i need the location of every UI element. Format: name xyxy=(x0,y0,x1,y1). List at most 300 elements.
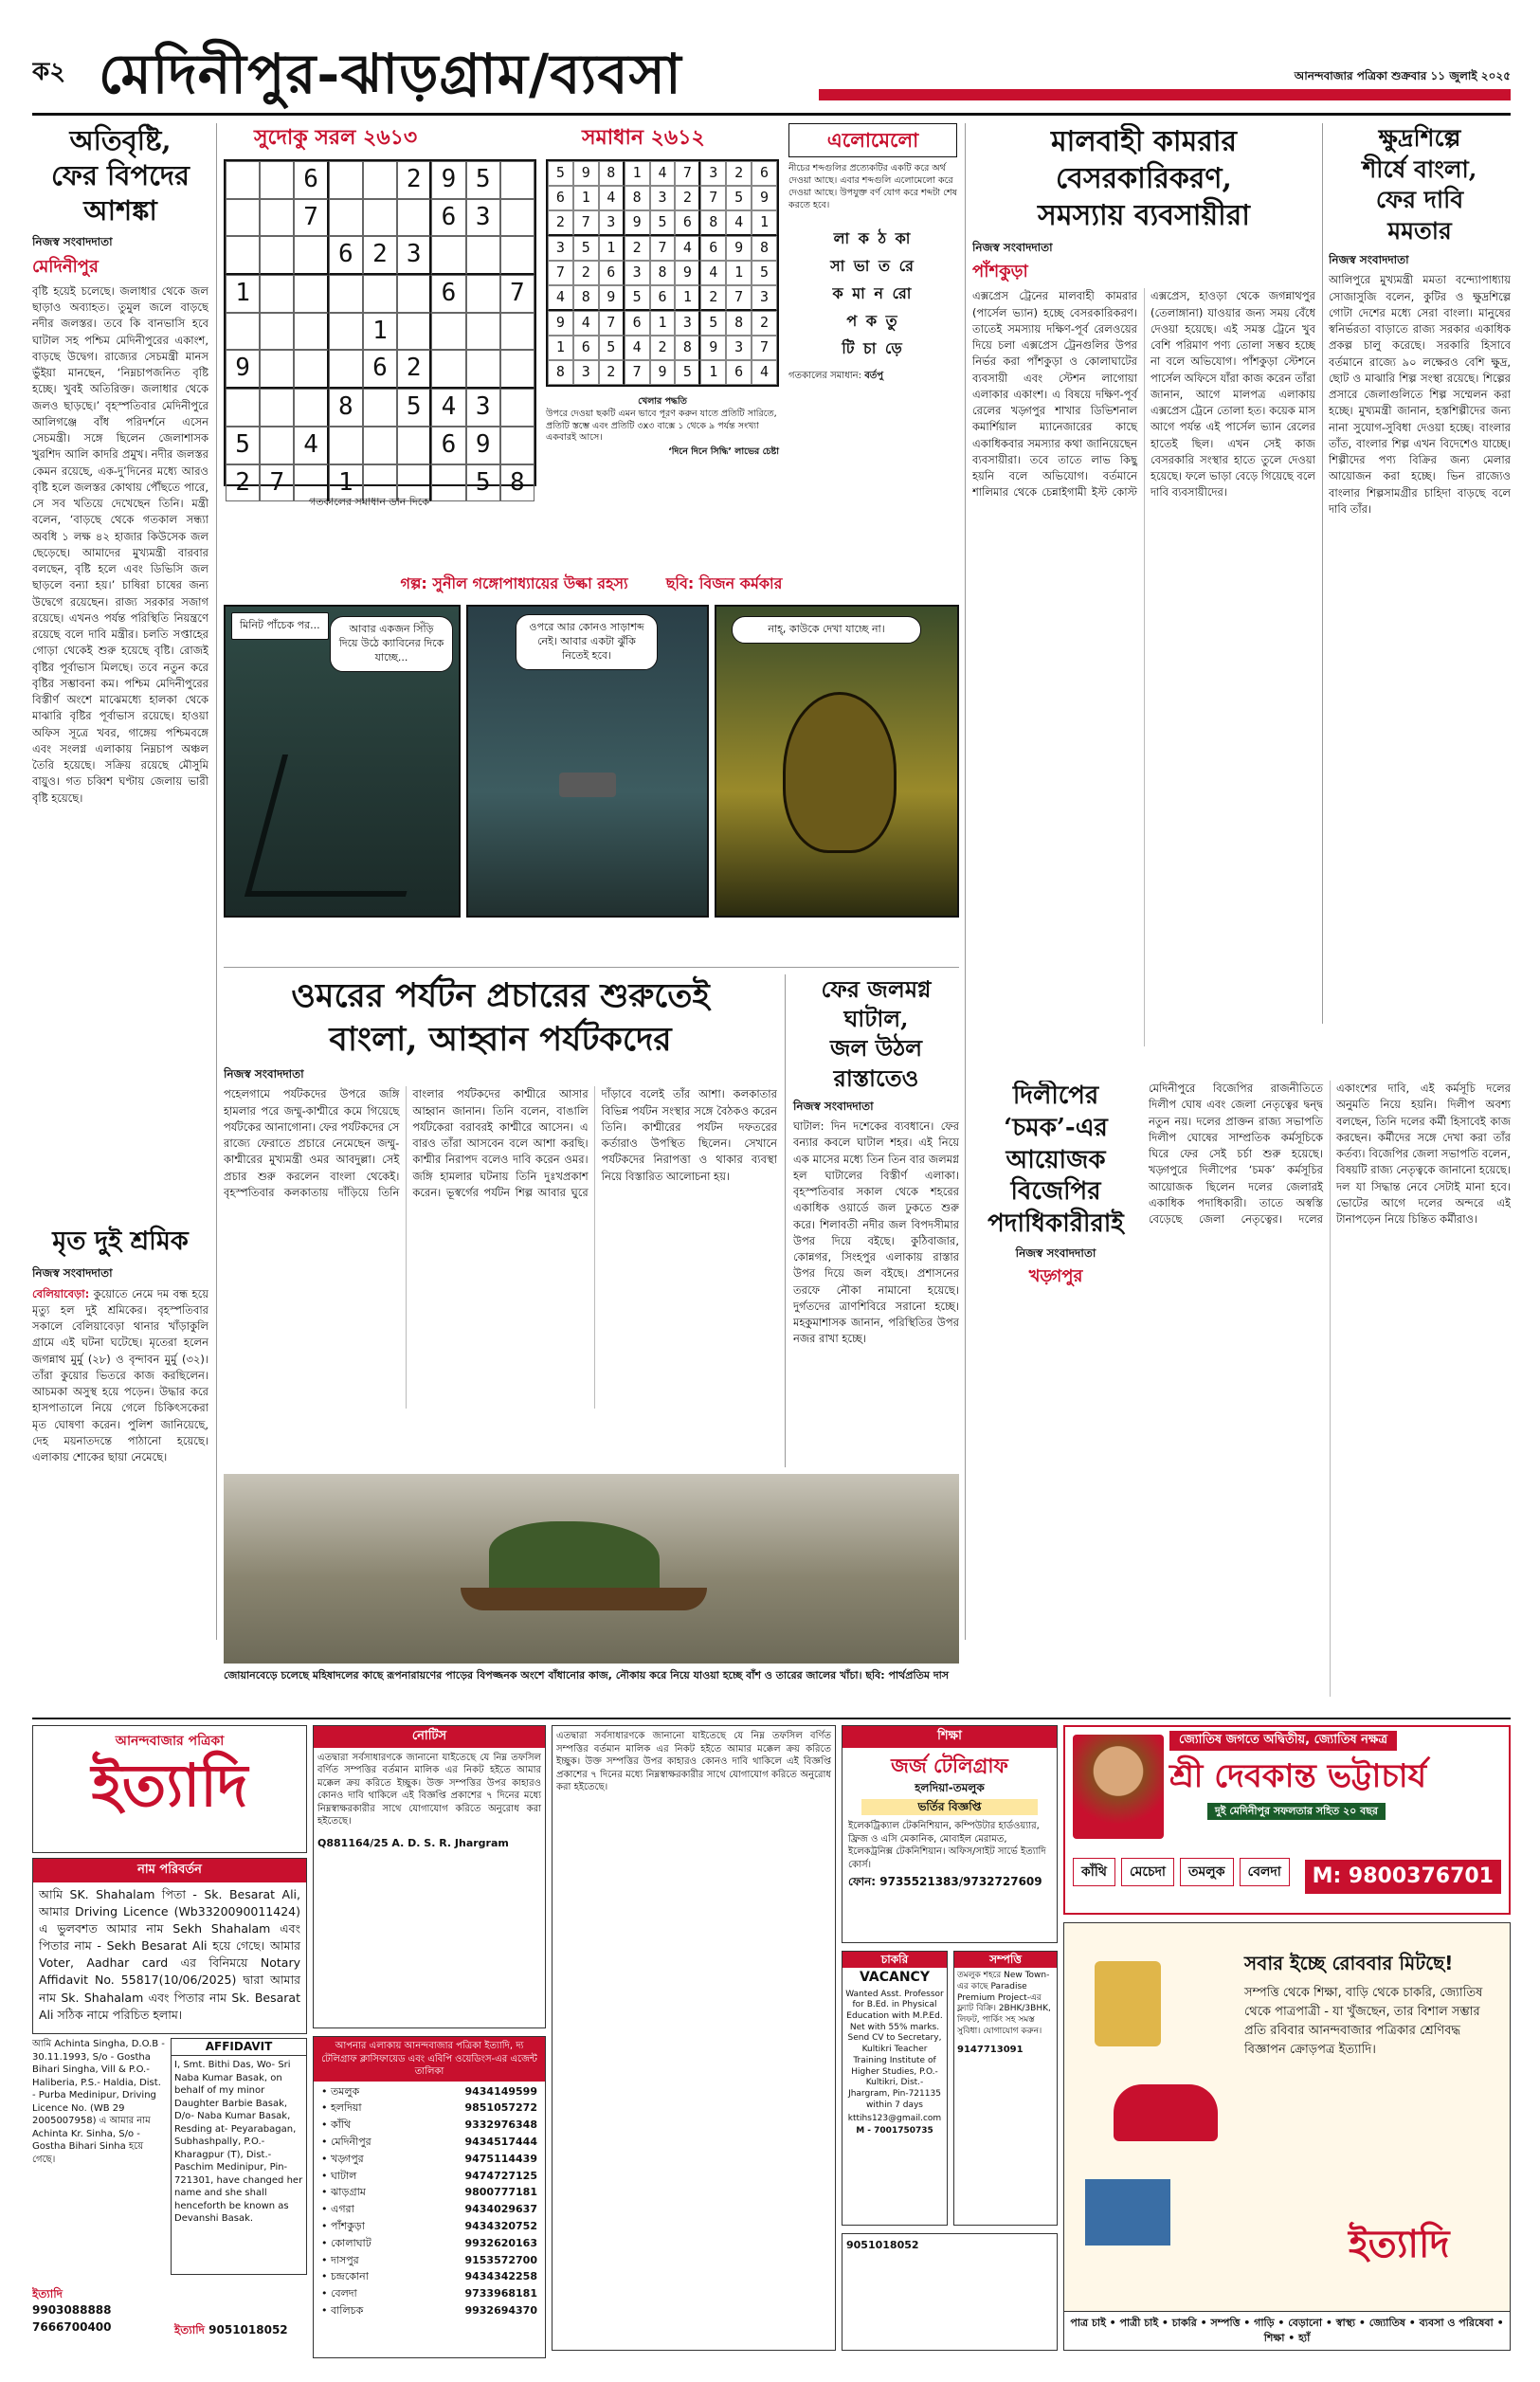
sudoku-solution-cell: 8 xyxy=(726,311,752,336)
sudoku-solution-cell: 6 xyxy=(599,261,625,285)
tourism-body: পহেলগামে পর্যটকদের উপরে জঙ্গি হামলার পরে জম্মু-কাশ্মীরে কমে গিয়েছে পর্যটকের আনাগোনা। ফের পর্যটকদের সে রাজ্যে ফেরাতে প্রচারে নেমেছেন জম্মু-কাশ্মীরের মুখ্যমন্ত্রী ওমর আবদুল্লা। সেই প্রচার শুরু করলেন বাংলা থেকেই। বৃহস্পতিবার কলকাতায় দাঁড়িয়ে তিনি বাংলার পর্যটকদের কাশ্মীরে আসার আহ্বান জানান। তিনি বলেন, বাঙালি পর্যটকেরা বরাবরই কাশ্মীরে আসেন। এ বারও তাঁরা আসবেন বলে আশা করছি। কাশ্মীর নিরাপদ বলেও দাবি করেন ওমর। জঙ্গি হামলার ঘটনায় তিনি দুঃখপ্রকাশ করেন। ভূস্বর্গের পর্যটন শিল্প আবার ঘুরে দাঁড়াবে বলেই তাঁর আশা। কলকাতার বিভিন্ন পর্যটন সংস্থার সঙ্গে বৈঠকও করেন তিনি। কাশ্মীরের পর্যটন দফতরের কর্তারাও উপস্থিত ছিলেন। সেখানে পর্যটকদের নিরাপত্তা ও থাকার ব্যবস্থা নিয়ে বিস্তারিত আলোচনা হয়। xyxy=(224,1087,777,1199)
sudoku-solution-grid xyxy=(546,159,779,387)
sudoku-solution-cell: 4 xyxy=(700,261,726,285)
sudoku-solution-cell: 8 xyxy=(573,285,599,311)
name-change-body: আমি SK. Shahalam পিতা - Sk. Besarat Ali, আমার Driving Licence (Wb3320090011424) এ ভুলবশত আমার নাম Sekh Shahalam এবং পিতার নাম - Sekh Besarat Ali হয়ে গেছে। আমার Voter, Aadhar card এর বিনিময়ে Notary Affidavit No. 55817(10/06/2025) দ্বারা আমার নাম Sk. Shahalam এবং পিতার নাম Sk. Besarat Ali সঠিক নামে পরিচিত হলাম। xyxy=(39,1886,300,2022)
sudoku-solution-cell: 4 xyxy=(625,336,650,360)
sudoku-solution-cell: 1 xyxy=(700,360,726,385)
agent-phone: 9434517444 xyxy=(464,2135,537,2148)
dilip-place: খড়্গপুর xyxy=(1028,1265,1083,1286)
sudoku-cell[interactable] xyxy=(397,199,431,237)
sudoku-solution-cell: 2 xyxy=(573,261,599,285)
agent-row xyxy=(321,2117,537,2134)
ghatal-byline: নিজস্ব সংবাদদাতা xyxy=(793,1099,874,1113)
jumble-clue: প ক তু xyxy=(846,312,899,331)
sudoku-solution-cell: 5 xyxy=(548,161,573,186)
sudoku-cell[interactable] xyxy=(466,236,500,275)
comic-bubble-4: নাহ্‌, কাউকে দেখা যাচ্ছে না। xyxy=(732,616,921,644)
paper-date: আনন্দবাজার পত্রিকা শুক্রবার ১১ জুলাই ২০২৫ xyxy=(1294,69,1511,82)
sudoku-cell[interactable]: 6 xyxy=(294,161,328,199)
property-title: সম্পত্তি xyxy=(954,1952,1057,1968)
sudoku-solution-cell: 1 xyxy=(625,161,650,186)
vacancy-body: Wanted Asst. Professor for B.Ed. in Physical Education with M.P.Ed. Net with 55% marks. Send CV to Secretary, Kultikri Teacher Training Institute of Higher Studies, P.O.- Kultikri, Dist.- Jhargram, Pin-721135 within 7 days xyxy=(845,1989,944,2110)
sudoku-cell[interactable]: 7 xyxy=(500,275,534,313)
notice-title: নোটিস xyxy=(314,1726,545,1748)
astro-place: মেচেদা xyxy=(1121,1858,1174,1886)
sudoku-solution-cell: 6 xyxy=(675,210,700,236)
sudoku-footnote: ‘দিনে দিনে সিদ্ধি’ লাভের চেষ্টা xyxy=(668,446,779,458)
sudoku-cell[interactable] xyxy=(260,199,294,237)
name-change-ad xyxy=(32,1858,307,2034)
sudoku-solution-cell: 5 xyxy=(752,261,777,285)
sudoku-cell[interactable]: 2 xyxy=(226,464,260,502)
ityadi-promo-ad xyxy=(1063,1922,1511,2351)
sudoku-cell[interactable] xyxy=(226,161,260,199)
agent-phone: 9474727125 xyxy=(464,2169,537,2182)
sudoku-cell[interactable] xyxy=(260,236,294,275)
agent-phone: 9733968181 xyxy=(464,2287,537,2300)
sudoku-cell[interactable] xyxy=(260,161,294,199)
sudoku-solution-cell: 9 xyxy=(548,311,573,336)
agent-phone: 9475114439 xyxy=(464,2152,537,2165)
agent-place: • খড়্গপুর xyxy=(321,2152,364,2165)
sudoku-cell[interactable] xyxy=(294,389,328,427)
sudoku-cell[interactable]: 2 xyxy=(363,236,397,275)
sudoku-solution-cell: 2 xyxy=(650,336,676,360)
masthead-red-bar xyxy=(819,89,1511,100)
sudoku-cell[interactable] xyxy=(500,161,534,199)
sudoku-cell[interactable]: 6 xyxy=(431,275,465,313)
agent-row xyxy=(321,2252,537,2269)
agent-phone: 9332976348 xyxy=(464,2118,537,2132)
property-body: তমলুক শহরে New Town-এর কাছে Paradise Premium Project-এর ফ্ল্যাট বিক্রি। 2BHK/3BHK, লিফট, পার্কিং সহ সমস্ত সুবিধা। যোগাযোগ করুন। xyxy=(957,1971,1051,2036)
sudoku-cell[interactable]: 9 xyxy=(431,161,465,199)
vacancy-ad xyxy=(842,1951,948,2226)
story-crafts xyxy=(1329,123,1511,1024)
crafts-body: আলিপুরে মুখ্যমন্ত্রী মমতা বন্দ্যোপাধ্যায় সোজাসুজি বলেন, কুটির ও ক্ষুদ্রশিল্পে গোটা দেশের মধ্যে সেরা বাংলা। মানুষের স্বনির্ভরতা বাড়াতে রাজ্য সরকার একাধিক প্রকল্প চালু করেছে। সরকারি হিসাবে বর্তমানে রাজ্যে ৯০ লক্ষেরও বেশি ক্ষুদ্র, ছোট ও মাঝারি শিল্প সংস্থা রয়েছে। শিল্পের প্রসারে জেলাগুলিতে শিল্প সম্মেলন করা হচ্ছে। মুখ্যমন্ত্রী জানান, হস্তশিল্পীদের জন্য নানা সুযোগ-সুবিধা দেওয়া হচ্ছে। বাংলার তাঁত, বাংলার শিল্প এখন বিদেশেও যাচ্ছে। শিল্পীদের পণ্য বিক্রির জন্য মেলার আয়োজন করা হচ্ছে। ভিন রাজ্যেও বাংলার শিল্পসামগ্রীর চাহিদা বাড়ছে বলে দাবি তাঁর। xyxy=(1329,273,1511,516)
sudoku-caption: গতকালের সমাধান ডান দিকে xyxy=(309,496,429,508)
notice-body: এতদ্বারা সর্বসাধারণকে জানানো যাইতেছে যে নিম্ন তফসিল বর্ণিত সম্পত্তির বর্তমান মালিক এর নিকট হইতে আমার মক্কেল ক্রয় করিতে ইচ্ছুক। উক্ত সম্পত্তির উপর কাহারও কোনও দাবি থাকিলে এই বিজ্ঞপ্তি প্রকাশের ৭ দিনের মধ্যে নিম্নস্বাক্ষরকারীর সাথে যোগাযোগ করিতে অনুরোধ করা হইতেছে। xyxy=(317,1752,541,1827)
workers-body: কুয়োতে নেমে দম বন্ধ হয়ে মৃত্যু হল দুই শ্রমিকের। বৃহস্পতিবার সকালে বেলিয়াবেড়া থানার খাঁড়াকুলি গ্রামে এই ঘটনা ঘটেছে। মৃতেরা হলেন জগন্নাথ মুর্মু (২৮) ও বৃন্দাবন মুর্মু (৩২)। তাঁরা কুয়োর ভিতরে কাজ করছিলেন। আচমকা অসুস্থ হয়ে পড়েন। উদ্ধার করে হাসপাতালে নিয়ে গেলে চিকিৎসকেরা মৃত ঘোষণা করেন। পুলিশ জানিয়েছে, দেহ ময়নাতদন্তে পাঠানো হয়েছে। এলাকায় শোকের ছায়া নেমেছে। xyxy=(32,1286,208,1464)
sudoku-solution-cell: 2 xyxy=(752,311,777,336)
sudoku-solution-cell: 8 xyxy=(675,336,700,360)
malbahi-headline-2: বেসরকারিকরণ, xyxy=(1055,162,1233,195)
vacancy-phone: M - 7001750735 xyxy=(856,2126,933,2137)
sudoku-cell[interactable]: 8 xyxy=(500,464,534,502)
sudoku-cell[interactable] xyxy=(226,236,260,275)
sudoku-solution-cell: 8 xyxy=(599,161,625,186)
malbahi-body: এক্সপ্রেস ট্রেনের মালবাহী কামরার (পার্সেল ভ্যান) হচ্ছে বেসরকারিকরণ। তাতেই সমস্যায় দক্ষিণ-পূর্ব রেলওয়ের দিয়ে চলা এক্সপ্রেস ট্রেনগুলির উপর নির্ভর করা পাঁশকুড়া ও কোলাঘাটের ব্যবসায়ী এবং স্টেশন লাগোয়া এলাকার একাংশ। এ বিষয়ে দক্ষিণ-পূর্ব রেলের খড়্গপুর শাখার ডিভিশনাল কমার্শিয়াল ম্যানেজারের কাছে একাধিকবার সমস্যার কথা জানিয়েছেন ব্যবসায়ীরা। তবে তাতে লাভ কিছু হয়নি বলে অভিযোগ। বর্তমানে শালিমার থেকে চেন্নাইগামী ইস্ট কোস্ট এক্সপ্রেস, হাওড়া থেকে জগন্নাথপুর (তেলাঙ্গানা) যাওয়ার জন্য সময় বেঁধে দেওয়া হয়েছে। এই সমস্ত ট্রেনে খুব বেশি পরিমাণ পণ্য তোলা সম্ভব হচ্ছে না বলে অভিযোগ। পাঁশকুড়া স্টেশনে পার্সেল অফিসে যাঁরা কাজ করেন তাঁরা জানান, আগে মালপত্র এলাকায় এক্সপ্রেস ট্রেনে তোলা হত। কয়েক মাস আগে পর্যন্ত এই পার্সেল ভ্যান রেলের হাতেই ছিল। এখন সেই কাজ বেসরকারি সংস্থার হাতে তুলে দেওয়া হয়েছে। ফলে ভাড়া বেড়ে গিয়েছে বলে দাবি ব্যবসায়ীদের। xyxy=(972,289,1315,500)
dilip-byline: নিজস্ব সংবাদদাতা xyxy=(1015,1246,1096,1260)
jumble-clues xyxy=(788,227,957,360)
sudoku-solution-cell: 7 xyxy=(700,186,726,210)
property-ad xyxy=(953,1951,1058,2226)
sudoku-cell[interactable]: 3 xyxy=(397,236,431,275)
telegraph-title: জর্জ টেলিগ্রাফ xyxy=(891,1754,1008,1777)
ityadi-logo: ইত্যাদি xyxy=(91,1751,248,1821)
sudoku-cell[interactable] xyxy=(329,275,363,313)
sudoku-solution-cell: 4 xyxy=(599,186,625,210)
notice-ref: Q881164/25 A. D. S. R. Jhargram xyxy=(317,1836,509,1849)
sudoku-solution-cell: 9 xyxy=(700,336,726,360)
sudoku-cell[interactable] xyxy=(294,350,328,389)
malbahi-headline-3: সমস্যায় ব্যবসায়ীরা xyxy=(1038,199,1250,232)
agent-phone: 9434320752 xyxy=(464,2220,537,2232)
agents-list xyxy=(313,2036,546,2358)
rain-place: মেদিনীপুর xyxy=(32,256,99,277)
agent-row xyxy=(321,2235,537,2252)
sudoku-cell[interactable] xyxy=(329,350,363,389)
affidavit-title: AFFIDAVIT xyxy=(172,2039,306,2056)
sudoku-solution-cell: 9 xyxy=(726,236,752,261)
ad-phone-1: 9903088888 xyxy=(32,2303,112,2318)
sudoku-solution-cell: 1 xyxy=(573,186,599,210)
sudoku-solution-cell: 3 xyxy=(548,236,573,261)
legal-ad-body: এতদ্বারা সর্বসাধারণকে জানানো যাইতেছে যে নিম্ন তফসিল বর্ণিত সম্পত্তির বর্তমান মালিক এর নিকট হইতে আমার মক্কেল ক্রয় করিতে ইচ্ছুক। উক্ত সম্পত্তির উপর কাহারও কোনও দাবি থাকিলে এই বিজ্ঞপ্তি প্রকাশের ৭ দিনের মধ্যে নিম্নস্বাক্ষরকারীর সাথে যোগাযোগ করিতে অনুরোধ করা হইতেছে। xyxy=(556,1731,831,1792)
sudoku-solution-cell: 8 xyxy=(752,236,777,261)
agent-phone: 9851057272 xyxy=(464,2101,537,2115)
malbahi-place: পাঁশকুড়া xyxy=(972,262,1028,282)
ghatal-headline-3: জল উঠল xyxy=(829,1034,923,1063)
crafts-byline: নিজস্ব সংবাদদাতা xyxy=(1329,253,1409,266)
malbahi-headline-1: মালবাহী কামরার xyxy=(1051,125,1237,158)
sudoku-cell[interactable] xyxy=(260,350,294,389)
agent-phone: 9434149599 xyxy=(464,2084,537,2098)
agent-place: • মেদিনীপুর xyxy=(321,2135,371,2148)
sudoku-cell[interactable] xyxy=(260,389,294,427)
jumble-answer-2: বর্তপু xyxy=(864,370,884,381)
story-workers xyxy=(32,1223,208,1640)
rain-headline-1: অতিবৃষ্টি, xyxy=(69,124,172,156)
rain-headline-3: আশঙ্কা xyxy=(83,194,157,227)
sudoku-solution-cell: 9 xyxy=(675,261,700,285)
sudoku-solution-cell: 9 xyxy=(650,360,676,385)
dilip-headline-2: ‘চমক’-এর xyxy=(1004,1113,1108,1142)
ghatal-body: ঘাটাল: দিন দশেকের ব্যবধানে। ফের বন্যার কবলে ঘাটাল শহর। এই নিয়ে এক মাসের মধ্যে তিন তিন বার জলমগ্ন হল ঘাটালের বিস্তীর্ণ এলাকা। বৃহস্পতিবার সকাল থেকে শহরের একাধিক ওয়ার্ডে জল ঢুকতে শুরু করে। শিলাবতী নদীর জল বিপদসীমার উপর দিয়ে বইছে। কুঠিবাজার, কোন্নগর, সিংহপুর এলাকায় রাস্তার উপর দিয়ে জল বইছে। প্রশাসনের তরফে নৌকা নামানো হয়েছে। দুর্গতদের ত্রাণশিবিরে সরানো হচ্ছে। মহকুমাশাসক জানান, পরিস্থিতির উপর নজর রাখা হচ্ছে। xyxy=(793,1119,959,1346)
page-number: ক২ xyxy=(32,58,66,86)
sudoku-cell[interactable]: 5 xyxy=(397,389,431,427)
sudoku-solution-cell: 7 xyxy=(625,360,650,385)
agent-row xyxy=(321,2168,537,2185)
telegraph-branch: হলদিয়া-তমলুক xyxy=(915,1781,985,1795)
astro-place: তমলুক xyxy=(1180,1858,1234,1886)
agent-place: • তমলুক xyxy=(321,2084,360,2098)
agent-row xyxy=(321,2134,537,2151)
astro-place: কাঁথি xyxy=(1073,1858,1115,1886)
misc-ad-box xyxy=(842,2233,1058,2351)
sudoku-cell[interactable]: 1 xyxy=(226,275,260,313)
jumble-intro: নীচের শব্দগুলির প্রত্যেকটির একটি করে অর্থ দেওয়া আছে। এবার শব্দগুলি এলোমেলো করে দেওয়া আছে। উপযুক্ত বর্ণ যোগ করে শব্দটা শেষ করতে হবে। xyxy=(788,163,957,210)
sudoku-cell[interactable]: 6 xyxy=(431,199,465,237)
astro-phone: M: 9800376701 xyxy=(1305,1860,1501,1894)
ityadi-small-logo-2: ইত্যাদি xyxy=(174,2323,205,2337)
sudoku-cell[interactable] xyxy=(500,236,534,275)
astro-sub: দুই মেদিনীপুর সফলতার সহিত ২০ বছর xyxy=(1207,1803,1386,1820)
sudoku-cell[interactable]: 2 xyxy=(397,350,431,389)
promo-footer: পাত্র চাই • পাত্রী চাই • চাকরি • সম্পত্তি • গাড়ি • বেড়ানো • স্বাস্থ্য • জ্যোতিষ • ব্যবসা ও পরিষেবা • শিক্ষা • হ্যাঁ xyxy=(1064,2311,1510,2350)
sudoku-solution-cell: 4 xyxy=(650,161,676,186)
sudoku-solution-cell: 3 xyxy=(599,210,625,236)
sudoku-solution-cell: 6 xyxy=(726,360,752,385)
agent-place: • বালিচক xyxy=(321,2304,364,2318)
legal-ad xyxy=(552,1725,836,2351)
sudoku-solution-cell: 7 xyxy=(752,336,777,360)
sudoku-cell[interactable] xyxy=(431,236,465,275)
sudoku-cell[interactable] xyxy=(500,427,534,464)
promo-title: সবার ইচ্ছে রোববার মিটছে! xyxy=(1244,1952,1454,1974)
news-photo xyxy=(224,1474,959,1664)
sudoku-cell[interactable]: 4 xyxy=(431,389,465,427)
sudoku-solution-cell: 6 xyxy=(700,236,726,261)
vacancy-email: kttihs123@gmail.com xyxy=(847,2114,942,2124)
sudoku-cell[interactable]: 6 xyxy=(363,350,397,389)
sudoku-cell[interactable] xyxy=(466,275,500,313)
story-rain xyxy=(32,123,208,1204)
ghatal-headline-1: ফের জলমগ্ন xyxy=(821,975,932,1003)
agent-phone: 9153572700 xyxy=(464,2253,537,2266)
sudoku-cell[interactable]: 9 xyxy=(466,427,500,464)
promo-illustration xyxy=(1076,1952,1237,2264)
sudoku-cell[interactable] xyxy=(397,313,431,351)
sudoku-cell[interactable] xyxy=(329,427,363,464)
agent-place: • ঘাটাল xyxy=(321,2169,357,2182)
sudoku-cell[interactable] xyxy=(397,275,431,313)
sudoku-cell[interactable] xyxy=(500,313,534,351)
astro-ad xyxy=(1063,1725,1511,1915)
rain-headline-2: ফের বিপদের xyxy=(51,159,190,192)
sudoku-cell[interactable] xyxy=(500,350,534,389)
sudoku-solution-cell: 4 xyxy=(752,360,777,385)
comic-strip xyxy=(224,569,959,957)
sudoku-cell[interactable] xyxy=(294,275,328,313)
property-phone: 9147713091 xyxy=(957,2044,1024,2055)
sudoku-solution-cell: 3 xyxy=(650,186,676,210)
sudoku-solution-cell: 5 xyxy=(573,236,599,261)
sudoku-solution-cell: 1 xyxy=(548,336,573,360)
dilip-headline-5: পদাধিকারীরাই xyxy=(987,1209,1124,1239)
sudoku-solution-cell: 6 xyxy=(548,186,573,210)
sudoku-cell[interactable]: 7 xyxy=(260,464,294,502)
sudoku-solution-cell: 4 xyxy=(726,210,752,236)
workers-byline: নিজস্ব সংবাদদাতা xyxy=(32,1266,113,1281)
sudoku-rules-box xyxy=(546,396,779,486)
sudoku-solution-cell: 5 xyxy=(625,285,650,311)
sudoku-solution-cell: 7 xyxy=(726,285,752,311)
sudoku-solution-cell: 8 xyxy=(625,186,650,210)
sudoku-solution-cell: 8 xyxy=(700,210,726,236)
sudoku-cell[interactable] xyxy=(226,313,260,351)
sudoku-cell[interactable] xyxy=(363,275,397,313)
story-dilip xyxy=(972,1081,1511,1716)
jumble-title: এলোমেলো xyxy=(788,123,957,157)
sudoku-solution-cell: 3 xyxy=(700,161,726,186)
story-tourism xyxy=(224,974,777,1467)
rain-byline: নিজস্ব সংবাদদাতা xyxy=(32,235,113,249)
sudoku-cell[interactable]: 2 xyxy=(397,161,431,199)
sudoku-cell[interactable] xyxy=(226,199,260,237)
story-ghatal xyxy=(785,974,959,1467)
sudoku-cell[interactable]: 3 xyxy=(466,199,500,237)
jumble-clue: লা ক ঠ কা xyxy=(833,228,913,247)
agent-place: • এগরা xyxy=(321,2203,354,2216)
sudoku-cell[interactable]: 1 xyxy=(329,464,363,502)
sudoku-cell[interactable] xyxy=(500,199,534,237)
agent-phone: 9932620163 xyxy=(464,2236,537,2249)
sudoku-cell[interactable] xyxy=(329,161,363,199)
sudoku-cell[interactable]: 7 xyxy=(294,199,328,237)
sudoku-cell[interactable]: 6 xyxy=(431,427,465,464)
dilip-headline-4: বিজেপির xyxy=(1010,1177,1101,1207)
misc-phone-1: 9051018052 xyxy=(846,2239,919,2251)
sudoku-cell[interactable]: 8 xyxy=(329,389,363,427)
sudoku-solution-cell: 2 xyxy=(675,186,700,210)
sudoku-cell[interactable] xyxy=(260,275,294,313)
sudoku-rules-title: খেলার পদ্ধতি xyxy=(638,396,687,407)
sudoku-cell[interactable] xyxy=(329,199,363,237)
sudoku-cell[interactable]: 5 xyxy=(226,427,260,464)
sudoku-solution-cell: 6 xyxy=(625,311,650,336)
agent-row xyxy=(321,2083,537,2100)
sudoku-solution-cell: 6 xyxy=(650,285,676,311)
sudoku-cell[interactable]: 1 xyxy=(363,313,397,351)
sudoku-grid[interactable] xyxy=(224,159,536,497)
sudoku-solution-title: সমাধান ২৬১২ xyxy=(582,126,705,150)
sudoku-cell[interactable] xyxy=(329,313,363,351)
sudoku-cell[interactable] xyxy=(363,389,397,427)
sudoku-solution-cell: 2 xyxy=(548,210,573,236)
crafts-headline-1: ক্ষুদ্রশিল্পে xyxy=(1378,124,1461,152)
promo-logo: ইত্যাদি xyxy=(1349,2222,1450,2266)
agent-place: • কোলাঘাট xyxy=(321,2236,371,2249)
sudoku-solution-cell: 9 xyxy=(599,285,625,311)
sudoku-solution-cell: 7 xyxy=(675,161,700,186)
sudoku-cell[interactable]: 9 xyxy=(226,350,260,389)
sudoku-cell[interactable]: 5 xyxy=(466,464,500,502)
dilip-body: মেদিনীপুরে বিজেপির রাজনীতিতে দিলীপ ঘোষ এবং জেলা নেতৃত্বের দ্বন্দ্ব নতুন নয়। দলের প্রাক্তন রাজ্য সভাপতি দিলীপ ঘোষের সাম্প্রতিক কর্মসূচিকে ঘিরে ফের সেই চর্চা শুরু হয়েছে। খড়্গপুরে দিলীপের ‘চমক’ কর্মসূচির আয়োজক ছিলেন দলের জেলারই একাধিক পদাধিকারী। তাতে অস্বস্তি বেড়েছে জেলা নেতৃত্বের। দলের একাংশের দাবি, এই কর্মসূচি দলের অনুমতি নিয়ে হয়নি। দিলীপ অবশ্য বলছেন, তিনি দলের কর্মী হিসাবেই কাজ করছেন। কর্মীদের সঙ্গে দেখা করা তাঁর কর্তব্য। বিজেপির জেলা সভাপতি বলেন, বিষয়টি রাজ্য নেতৃত্বকে জানানো হয়েছে। দল যা সিদ্ধান্ত নেবে সেটাই মানা হবে। ভোটের আগে দলের অন্দরে এই টানাপড়েন নিয়ে চিন্তিত কর্মীরাও। xyxy=(1149,1082,1511,1226)
sudoku-cell[interactable] xyxy=(466,313,500,351)
sudoku-solution-cell: 9 xyxy=(625,210,650,236)
agent-phone: 9434029637 xyxy=(464,2203,537,2216)
ityadi-logo-box xyxy=(32,1725,307,1853)
sudoku-solution-cell: 9 xyxy=(752,186,777,210)
sudoku-solution-cell: 4 xyxy=(573,311,599,336)
malbahi-byline: নিজস্ব সংবাদদাতা xyxy=(972,241,1053,254)
sudoku-cell[interactable] xyxy=(397,427,431,464)
photo-caption: জোয়ানবেড়ে চলেছে মহিষাদলের কাছে রূপনারায়ণের পাড়ের বিপজ্জনক অংশে বাঁধানোর কাজ, নৌকায় করে নিয়ে যাওয়া হচ্ছে বাঁশ ও তারের জালের খাঁচা। ছবি: পার্থপ্রতিম দাস xyxy=(224,1669,950,1682)
sudoku-cell[interactable] xyxy=(363,427,397,464)
jumble-section xyxy=(788,123,957,502)
sudoku-solution-cell: 3 xyxy=(675,311,700,336)
agent-row xyxy=(321,2302,537,2319)
sudoku-cell[interactable]: 6 xyxy=(329,236,363,275)
agent-phone: 9434342258 xyxy=(464,2270,537,2283)
vacancy-title: VACANCY xyxy=(860,1970,930,1986)
agent-row xyxy=(321,2218,537,2235)
sudoku-solution-cell: 3 xyxy=(625,261,650,285)
sudoku-cell[interactable]: 3 xyxy=(466,389,500,427)
sudoku-cell[interactable] xyxy=(466,350,500,389)
sudoku-solution-cell: 7 xyxy=(650,236,676,261)
affidavit-right: I, Smt. Bithi Das, Wo- Sri Naba Kumar Basak, on behalf of my minor Daughter Barbie Basak, D/o- Naba Kumar Basak, Resding at- Peyarabagan, Subhashpally, P.O.- Kharagpur (T), Dist.- Paschim Medinipur, Pin- 721301, have changed her name and she shall henceforth be known as Devanshi Basak. xyxy=(174,2060,303,2225)
sudoku-solution-cell: 8 xyxy=(650,261,676,285)
agent-row xyxy=(321,2285,537,2302)
ghatal-headline-2: ঘাটাল, xyxy=(843,1005,909,1033)
dilip-headline-1: দিলীপের xyxy=(1012,1082,1099,1110)
name-change-title: নাম পরিবর্তন xyxy=(33,1859,306,1882)
sudoku-solution-cell: 3 xyxy=(573,360,599,385)
telegraph-admit: ভর্তির বিজ্ঞপ্তি xyxy=(861,1799,1038,1815)
sudoku-cell[interactable]: 4 xyxy=(294,427,328,464)
sudoku-solution-cell: 5 xyxy=(726,186,752,210)
comic-title: গল্প: সুনীল গঙ্গোপাধ্যায়ের উল্কা রহস্য xyxy=(400,574,628,593)
ad-phone-3: 9051018052 xyxy=(208,2323,288,2337)
sudoku-cell[interactable]: 5 xyxy=(466,161,500,199)
sudoku-solution-cell: 1 xyxy=(752,210,777,236)
tourism-headline-1: ওমরের পর্যটন প্রচারের শুরুতেই xyxy=(291,976,710,1015)
comic-panel-3 xyxy=(715,605,959,918)
sudoku-cell[interactable] xyxy=(500,389,534,427)
crafts-headline-2: শীর্ষে বাংলা, xyxy=(1362,155,1477,183)
agent-row xyxy=(321,2184,537,2201)
dilip-headline-3: আয়োজক xyxy=(1006,1145,1106,1174)
sudoku-cell[interactable] xyxy=(363,161,397,199)
agent-place: • পাঁশকুড়া xyxy=(321,2220,365,2232)
telegraph-ad xyxy=(842,1725,1058,1943)
comic-credit: ছবি: বিজন কর্মকার xyxy=(665,574,783,593)
sudoku-solution-cell: 1 xyxy=(675,285,700,311)
agent-place: • হলদিয়া xyxy=(321,2101,362,2115)
ad-phone-2: 7666700400 xyxy=(32,2319,112,2334)
crafts-headline-4: মমতার xyxy=(1387,216,1452,245)
affidavit-left: আমি Achinta Singha, D.O.B - 30.11.1993, S/o - Gostha Bihari Singha, Vill & P.O.- Haliberia, P.S.- Haldia, Dist. - Purba Medinipur, Driving Licence No. (WB 29 2005007958) এ আমার নাম Achinta Kr. Sinha, S/o - Gostha Bihari Sinha হয়ে গেছে। xyxy=(32,2039,165,2165)
sudoku-solution-cell: 1 xyxy=(650,311,676,336)
sudoku-cell[interactable] xyxy=(431,464,465,502)
job-title: চাকরি xyxy=(842,1952,947,1968)
agent-place: • চন্দ্রকোনা xyxy=(321,2270,369,2283)
sudoku-solution-cell: 6 xyxy=(573,336,599,360)
affidavit-ad xyxy=(32,2038,307,2351)
comic-panel-2 xyxy=(466,605,709,918)
sudoku-cell[interactable] xyxy=(431,350,465,389)
comic-bubble-2: আবার একজন সিঁড়ি দিয়ে উঠে ক্যাবিনের দিকে যাচ্ছে... xyxy=(330,616,453,672)
agent-row xyxy=(321,2100,537,2117)
sudoku-cell[interactable] xyxy=(431,313,465,351)
sudoku-solution-cell: 8 xyxy=(548,360,573,385)
sudoku-cell[interactable] xyxy=(260,427,294,464)
sudoku-solution-cell: 2 xyxy=(700,285,726,311)
sudoku-solution-cell: 5 xyxy=(650,210,676,236)
sudoku-cell[interactable] xyxy=(294,236,328,275)
jumble-clue: টি চা ড়ে xyxy=(842,339,904,358)
agent-row xyxy=(321,2201,537,2218)
sudoku-solution-cell: 1 xyxy=(726,261,752,285)
notice-ad xyxy=(313,1725,546,2028)
ityadi-small-logo: ইত্যাদি xyxy=(32,2287,63,2300)
sudoku-solution-cell: 5 xyxy=(675,360,700,385)
sudoku-cell[interactable] xyxy=(363,199,397,237)
jumble-clue: সা ভা ত রে xyxy=(830,256,915,275)
sudoku-cell[interactable] xyxy=(226,389,260,427)
astro-banner: জ্যোতিষ জগতে অদ্বিতীয়, জ্যোতিষ নক্ষত্র xyxy=(1169,1731,1397,1751)
jumble-clue: ক মা ন রো xyxy=(832,284,914,303)
agent-phone: 9932694370 xyxy=(464,2304,537,2318)
telegraph-courses: ইলেকট্রিক্যাল টেকনিশিয়ান, কম্পিউটার হার্ডওয়্যার, ফ্রিজ ও এসি মেকানিক, মোবাইল মেরামত, ইলেকট্রনিক্স টেকনিশিয়ান। অফিস/সাইট সার্ভে ইত্যাদি কোর্স। xyxy=(848,1821,1046,1870)
comic-panel-1 xyxy=(224,605,461,918)
sudoku-cell[interactable] xyxy=(294,313,328,351)
sudoku-cell[interactable] xyxy=(260,313,294,351)
agent-place: • দাসপুর xyxy=(321,2253,359,2266)
crafts-headline-3: ফের দাবি xyxy=(1375,186,1464,213)
